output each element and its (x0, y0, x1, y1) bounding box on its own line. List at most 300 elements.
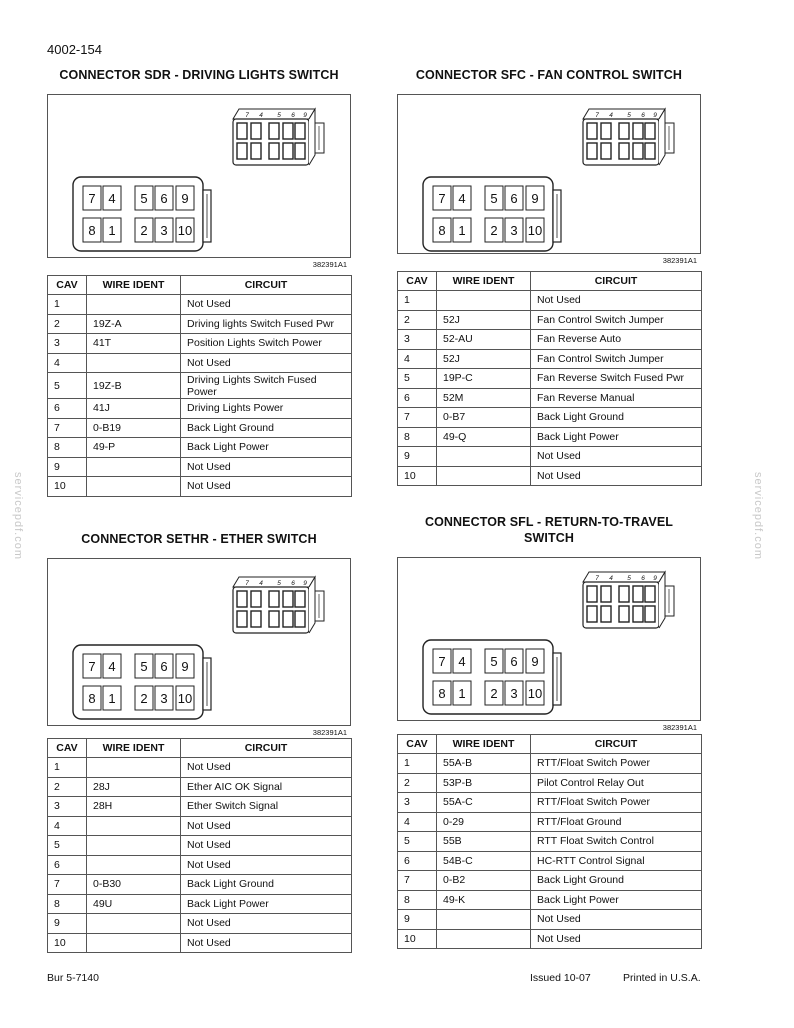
cavity-label: 1 (108, 223, 116, 238)
housing-cavity (619, 123, 629, 139)
cell-circuit: Back Light Ground (181, 418, 352, 438)
header-cav: CAV (48, 276, 87, 295)
table-row (48, 438, 352, 458)
housing-cavity (283, 611, 293, 627)
cell-cav: 6 (48, 399, 87, 419)
header-wire-ident: WIRE IDENT (87, 276, 181, 295)
cavity-label: 2 (490, 686, 498, 701)
cavity-label: 3 (160, 223, 168, 238)
housing-cavity (269, 591, 279, 607)
housing-cavity (295, 591, 305, 607)
cell-cav: 1 (398, 754, 437, 774)
housing-cavity (587, 586, 597, 602)
cell-circuit: Back Light Power (181, 438, 352, 458)
cell-circuit: Not Used (531, 447, 702, 467)
cavity-label: 6 (160, 659, 168, 674)
cell-circuit: Fan Control Switch Jumper (531, 349, 702, 369)
watermark-left: servicepdf.com (11, 472, 24, 560)
housing-cavity (295, 143, 305, 159)
cell-circuit: Fan Reverse Manual (531, 388, 702, 408)
housing-cavity (269, 123, 279, 139)
housing-cavity-label: 4 (609, 112, 613, 119)
cell-circuit: Ether AIC OK Signal (181, 777, 352, 797)
table-row (398, 310, 702, 330)
housing-cavity-label: 7 (245, 112, 249, 119)
housing-cavity (269, 611, 279, 627)
table-row (48, 836, 352, 856)
housing-cavity-label: 6 (291, 112, 295, 119)
housing-cavity (601, 586, 611, 602)
housing-side-face (659, 109, 665, 165)
cell-wire (437, 910, 531, 930)
cell-cav: 6 (398, 851, 437, 871)
housing-cavity (619, 586, 629, 602)
housing-side-face (659, 572, 665, 628)
footer-issued: Issued 10-07 (530, 972, 591, 984)
housing-cavity (283, 143, 293, 159)
header-wire-ident: WIRE IDENT (437, 272, 531, 291)
table-row (48, 457, 352, 477)
table-row (398, 291, 702, 311)
cell-wire: 0-B2 (437, 871, 531, 891)
cell-cav: 5 (48, 836, 87, 856)
cell-circuit: RTT Float Switch Control (531, 832, 702, 852)
housing-cavity (633, 143, 643, 159)
housing-cavity-label: 5 (277, 112, 281, 119)
housing-cavity (587, 143, 597, 159)
cell-wire: 0-B19 (87, 418, 181, 438)
housing-cavity (237, 591, 247, 607)
figure-code: 382391A1 (662, 256, 697, 265)
cavity-label: 8 (438, 223, 446, 238)
cell-wire: 49-P (87, 438, 181, 458)
cavity-label: 4 (108, 659, 116, 674)
housing-cavity (633, 123, 643, 139)
cell-circuit: Back Light Ground (531, 408, 702, 428)
cavity-label: 4 (458, 654, 466, 669)
cell-cav: 6 (398, 388, 437, 408)
table-row (398, 388, 702, 408)
housing-cavity (237, 611, 247, 627)
cell-cav: 10 (48, 933, 87, 953)
housing-cavity (601, 143, 611, 159)
housing-cavity-label: 6 (641, 112, 645, 119)
cell-circuit: Not Used (181, 816, 352, 836)
header-circuit: CIRCUIT (531, 272, 702, 291)
table-row (48, 933, 352, 953)
cell-circuit: Fan Reverse Auto (531, 330, 702, 350)
cell-wire (87, 457, 181, 477)
cell-cav: 5 (398, 832, 437, 852)
cell-wire: 28J (87, 777, 181, 797)
table-row (48, 797, 352, 817)
cell-cav: 2 (48, 314, 87, 334)
housing-latch (315, 123, 324, 153)
cell-circuit: Position Lights Switch Power (181, 334, 352, 354)
cavity-label: 8 (88, 691, 96, 706)
page-number: 4002-154 (47, 42, 102, 57)
cell-wire: 52-AU (437, 330, 531, 350)
cavity-label: 6 (510, 654, 518, 669)
cell-wire: 55A-C (437, 793, 531, 813)
housing-cavity-label: 7 (245, 580, 249, 587)
connector-figure (47, 558, 351, 737)
cell-wire (437, 466, 531, 486)
cell-wire: 19P-C (437, 369, 531, 389)
pinout-table (397, 734, 702, 949)
cell-cav: 1 (48, 758, 87, 778)
cell-cav: 2 (398, 310, 437, 330)
housing-cavity (251, 143, 261, 159)
cell-cav: 1 (48, 295, 87, 315)
housing-cavity (283, 591, 293, 607)
connector-diagram (398, 558, 700, 720)
cell-wire (87, 353, 181, 373)
cell-cav: 10 (48, 477, 87, 497)
cavity-label: 7 (88, 191, 96, 206)
cavity-label: 10 (177, 691, 193, 706)
cell-wire (437, 447, 531, 467)
housing-cavity (645, 143, 655, 159)
cavity-label: 4 (108, 191, 116, 206)
cavity-label: 6 (160, 191, 168, 206)
cell-wire (437, 929, 531, 949)
housing-side-face (309, 577, 315, 633)
cell-circuit: Not Used (181, 914, 352, 934)
cell-circuit: Pilot Control Relay Out (531, 773, 702, 793)
header-cav: CAV (48, 739, 87, 758)
table-row (48, 373, 352, 399)
table-row (398, 466, 702, 486)
cell-cav: 2 (48, 777, 87, 797)
housing-cavity-label: 6 (291, 580, 295, 587)
cell-wire: 0-29 (437, 812, 531, 832)
cavity-label: 3 (510, 686, 518, 701)
housing-cavity (251, 591, 261, 607)
cell-cav: 1 (398, 291, 437, 311)
cavity-label: 9 (531, 191, 539, 206)
cell-wire: 0-B30 (87, 875, 181, 895)
table-row (398, 447, 702, 467)
housing-cavity (601, 123, 611, 139)
header-cav: CAV (398, 272, 437, 291)
header-circuit: CIRCUIT (181, 739, 352, 758)
cell-circuit: Not Used (181, 855, 352, 875)
cell-circuit: HC-RTT Control Signal (531, 851, 702, 871)
housing-side-face (309, 109, 315, 165)
cell-circuit: Not Used (531, 291, 702, 311)
cell-wire (87, 816, 181, 836)
cavity-label: 7 (438, 191, 446, 206)
housing-cavity-label: 7 (595, 112, 599, 119)
cavity-label: 2 (140, 691, 148, 706)
cell-circuit: Not Used (181, 836, 352, 856)
cell-circuit: Fan Reverse Switch Fused Pwr (531, 369, 702, 389)
cell-cav: 8 (48, 894, 87, 914)
housing-cavity-label: 9 (303, 580, 307, 587)
connector-figure (397, 94, 701, 265)
cell-cav: 4 (48, 353, 87, 373)
cell-wire: 53P-B (437, 773, 531, 793)
housing-cavity (283, 123, 293, 139)
housing-cavity (633, 606, 643, 622)
cell-cav: 8 (398, 427, 437, 447)
connector-figure (397, 557, 701, 732)
cell-circuit: Not Used (531, 466, 702, 486)
table-row (48, 334, 352, 354)
housing-cavity (237, 143, 247, 159)
cell-circuit: Back Light Power (181, 894, 352, 914)
table-row (48, 894, 352, 914)
table-row (48, 855, 352, 875)
table-row (398, 754, 702, 774)
cell-wire: 41T (87, 334, 181, 354)
cell-circuit: Not Used (181, 933, 352, 953)
housing-cavity-label: 4 (259, 580, 263, 587)
cell-wire (437, 291, 531, 311)
cavity-label: 5 (140, 191, 148, 206)
table-row (398, 851, 702, 871)
cell-cav: 5 (48, 373, 87, 399)
table-row (48, 777, 352, 797)
cell-wire (87, 933, 181, 953)
section-title: CONNECTOR SETHR - ETHER SWITCH (81, 532, 317, 546)
housing-cavity-label: 5 (627, 575, 631, 582)
cell-cav: 6 (48, 855, 87, 875)
cavity-label: 10 (177, 223, 193, 238)
cell-wire: 52J (437, 349, 531, 369)
table-row (48, 399, 352, 419)
cell-circuit: Not Used (531, 910, 702, 930)
cell-cav: 7 (398, 408, 437, 428)
cell-wire: 49U (87, 894, 181, 914)
housing-cavity (587, 123, 597, 139)
connector-figure (47, 94, 351, 269)
housing-cavity-label: 4 (259, 112, 263, 119)
cavity-label: 8 (438, 686, 446, 701)
table-row (48, 914, 352, 934)
pinout-table (47, 275, 352, 497)
housing-cavity-label: 9 (653, 575, 657, 582)
cell-cav: 9 (48, 457, 87, 477)
cell-cav: 4 (398, 349, 437, 369)
connector-diagram (398, 95, 700, 253)
cavity-label: 1 (458, 223, 466, 238)
figure-code: 382391A1 (312, 260, 347, 269)
cell-wire: 19Z-A (87, 314, 181, 334)
cavity-label: 7 (88, 659, 96, 674)
table-row (48, 314, 352, 334)
cell-circuit: Not Used (181, 758, 352, 778)
cell-wire (87, 295, 181, 315)
header-wire-ident: WIRE IDENT (437, 735, 531, 754)
housing-cavity-label: 7 (595, 575, 599, 582)
housing-latch (665, 586, 674, 616)
housing-cavity (251, 611, 261, 627)
cell-cav: 5 (398, 369, 437, 389)
housing-cavity (295, 611, 305, 627)
footer-doc-code: Bur 5-7140 (47, 972, 99, 984)
housing-cavity (269, 143, 279, 159)
cavity-label: 5 (490, 191, 498, 206)
cell-wire (87, 758, 181, 778)
table-row (398, 349, 702, 369)
cell-cav: 10 (398, 929, 437, 949)
cell-cav: 4 (48, 816, 87, 836)
cavity-label: 8 (88, 223, 96, 238)
cell-circuit: Not Used (181, 353, 352, 373)
cell-circuit: Back Light Power (531, 890, 702, 910)
cell-wire: 19Z-B (87, 373, 181, 399)
cell-cav: 9 (48, 914, 87, 934)
cell-circuit: RTT/Float Ground (531, 812, 702, 832)
housing-cavity (645, 606, 655, 622)
cavity-label: 5 (490, 654, 498, 669)
connector-diagram (48, 559, 350, 725)
footer-printed: Printed in U.S.A. (623, 972, 701, 984)
housing-cavity (587, 606, 597, 622)
cell-wire (87, 855, 181, 875)
housing-cavity-label: 5 (627, 112, 631, 119)
pinout-table (47, 738, 352, 953)
cell-circuit: Back Light Ground (181, 875, 352, 895)
table-row (398, 929, 702, 949)
cavity-label: 10 (527, 223, 543, 238)
header-cav: CAV (398, 735, 437, 754)
cavity-label: 9 (181, 191, 189, 206)
cell-wire: 54B-C (437, 851, 531, 871)
cell-cav: 7 (48, 418, 87, 438)
cavity-label: 9 (531, 654, 539, 669)
cell-wire: 52J (437, 310, 531, 330)
housing-cavity (619, 143, 629, 159)
cell-wire: 55B (437, 832, 531, 852)
housing-latch (315, 591, 324, 621)
cell-circuit: Back Light Power (531, 427, 702, 447)
table-row (398, 793, 702, 813)
table-row (48, 758, 352, 778)
housing-cavity (645, 586, 655, 602)
cell-wire: 28H (87, 797, 181, 817)
table-row (398, 408, 702, 428)
cell-cav: 3 (398, 793, 437, 813)
figure-code: 382391A1 (312, 728, 347, 737)
section-title: CONNECTOR SDR - DRIVING LIGHTS SWITCH (59, 68, 339, 82)
table-row (48, 418, 352, 438)
cell-wire (87, 836, 181, 856)
cell-circuit: Not Used (531, 929, 702, 949)
table-row (48, 295, 352, 315)
cavity-label: 2 (490, 223, 498, 238)
cell-wire: 52M (437, 388, 531, 408)
cell-cav: 7 (48, 875, 87, 895)
cell-circuit: Driving Lights Switch Fused Power (181, 373, 352, 399)
table-row (398, 369, 702, 389)
header-wire-ident: WIRE IDENT (87, 739, 181, 758)
cell-circuit: Driving lights Switch Fused Pwr (181, 314, 352, 334)
cell-circuit: Not Used (181, 477, 352, 497)
cell-cav: 2 (398, 773, 437, 793)
cell-cav: 3 (48, 797, 87, 817)
cavity-label: 1 (458, 686, 466, 701)
cell-circuit: Not Used (181, 457, 352, 477)
cell-cav: 8 (398, 890, 437, 910)
pinout-table (397, 271, 702, 486)
cavity-label: 5 (140, 659, 148, 674)
cell-circuit: Driving Lights Power (181, 399, 352, 419)
header-circuit: CIRCUIT (181, 276, 352, 295)
housing-cavity (251, 123, 261, 139)
housing-cavity-label: 6 (641, 575, 645, 582)
cavity-label: 7 (438, 654, 446, 669)
table-row (398, 330, 702, 350)
housing-cavity (633, 586, 643, 602)
cell-wire (87, 477, 181, 497)
section-title: CONNECTOR SFL - RETURN-TO-TRAVEL SWITCH (424, 515, 674, 545)
cell-wire: 49-Q (437, 427, 531, 447)
table-row (398, 910, 702, 930)
table-row (398, 890, 702, 910)
section-title: CONNECTOR SFC - FAN CONTROL SWITCH (415, 68, 683, 82)
table-row (48, 477, 352, 497)
cell-wire: 49-K (437, 890, 531, 910)
cavity-label: 10 (527, 686, 543, 701)
cell-circuit: RTT/Float Switch Power (531, 793, 702, 813)
cell-circuit: RTT/Float Switch Power (531, 754, 702, 774)
housing-cavity (601, 606, 611, 622)
cell-cav: 3 (48, 334, 87, 354)
table-row (398, 812, 702, 832)
table-row (398, 427, 702, 447)
cavity-label: 4 (458, 191, 466, 206)
cell-cav: 7 (398, 871, 437, 891)
cell-cav: 8 (48, 438, 87, 458)
housing-cavity (645, 123, 655, 139)
watermark-right: servicepdf.com (751, 472, 764, 560)
cell-wire: 55A-B (437, 754, 531, 774)
cell-wire (87, 914, 181, 934)
housing-cavity (237, 123, 247, 139)
header-circuit: CIRCUIT (531, 735, 702, 754)
housing-cavity (619, 606, 629, 622)
cell-wire: 0-B7 (437, 408, 531, 428)
table-row (48, 353, 352, 373)
connector-diagram (48, 95, 350, 257)
table-row (398, 773, 702, 793)
table-row (398, 871, 702, 891)
housing-cavity-label: 5 (277, 580, 281, 587)
cell-cav: 9 (398, 447, 437, 467)
cavity-label: 9 (181, 659, 189, 674)
cavity-label: 6 (510, 191, 518, 206)
housing-cavity-label: 9 (303, 112, 307, 119)
cavity-label: 1 (108, 691, 116, 706)
housing-cavity-label: 9 (653, 112, 657, 119)
cell-wire: 41J (87, 399, 181, 419)
cell-cav: 9 (398, 910, 437, 930)
cell-cav: 3 (398, 330, 437, 350)
housing-cavity (295, 123, 305, 139)
cell-cav: 10 (398, 466, 437, 486)
housing-cavity-label: 4 (609, 575, 613, 582)
table-row (48, 875, 352, 895)
cavity-label: 3 (510, 223, 518, 238)
cell-circuit: Back Light Ground (531, 871, 702, 891)
cell-circuit: Not Used (181, 295, 352, 315)
figure-code: 382391A1 (662, 723, 697, 732)
housing-latch (665, 123, 674, 153)
table-row (398, 832, 702, 852)
